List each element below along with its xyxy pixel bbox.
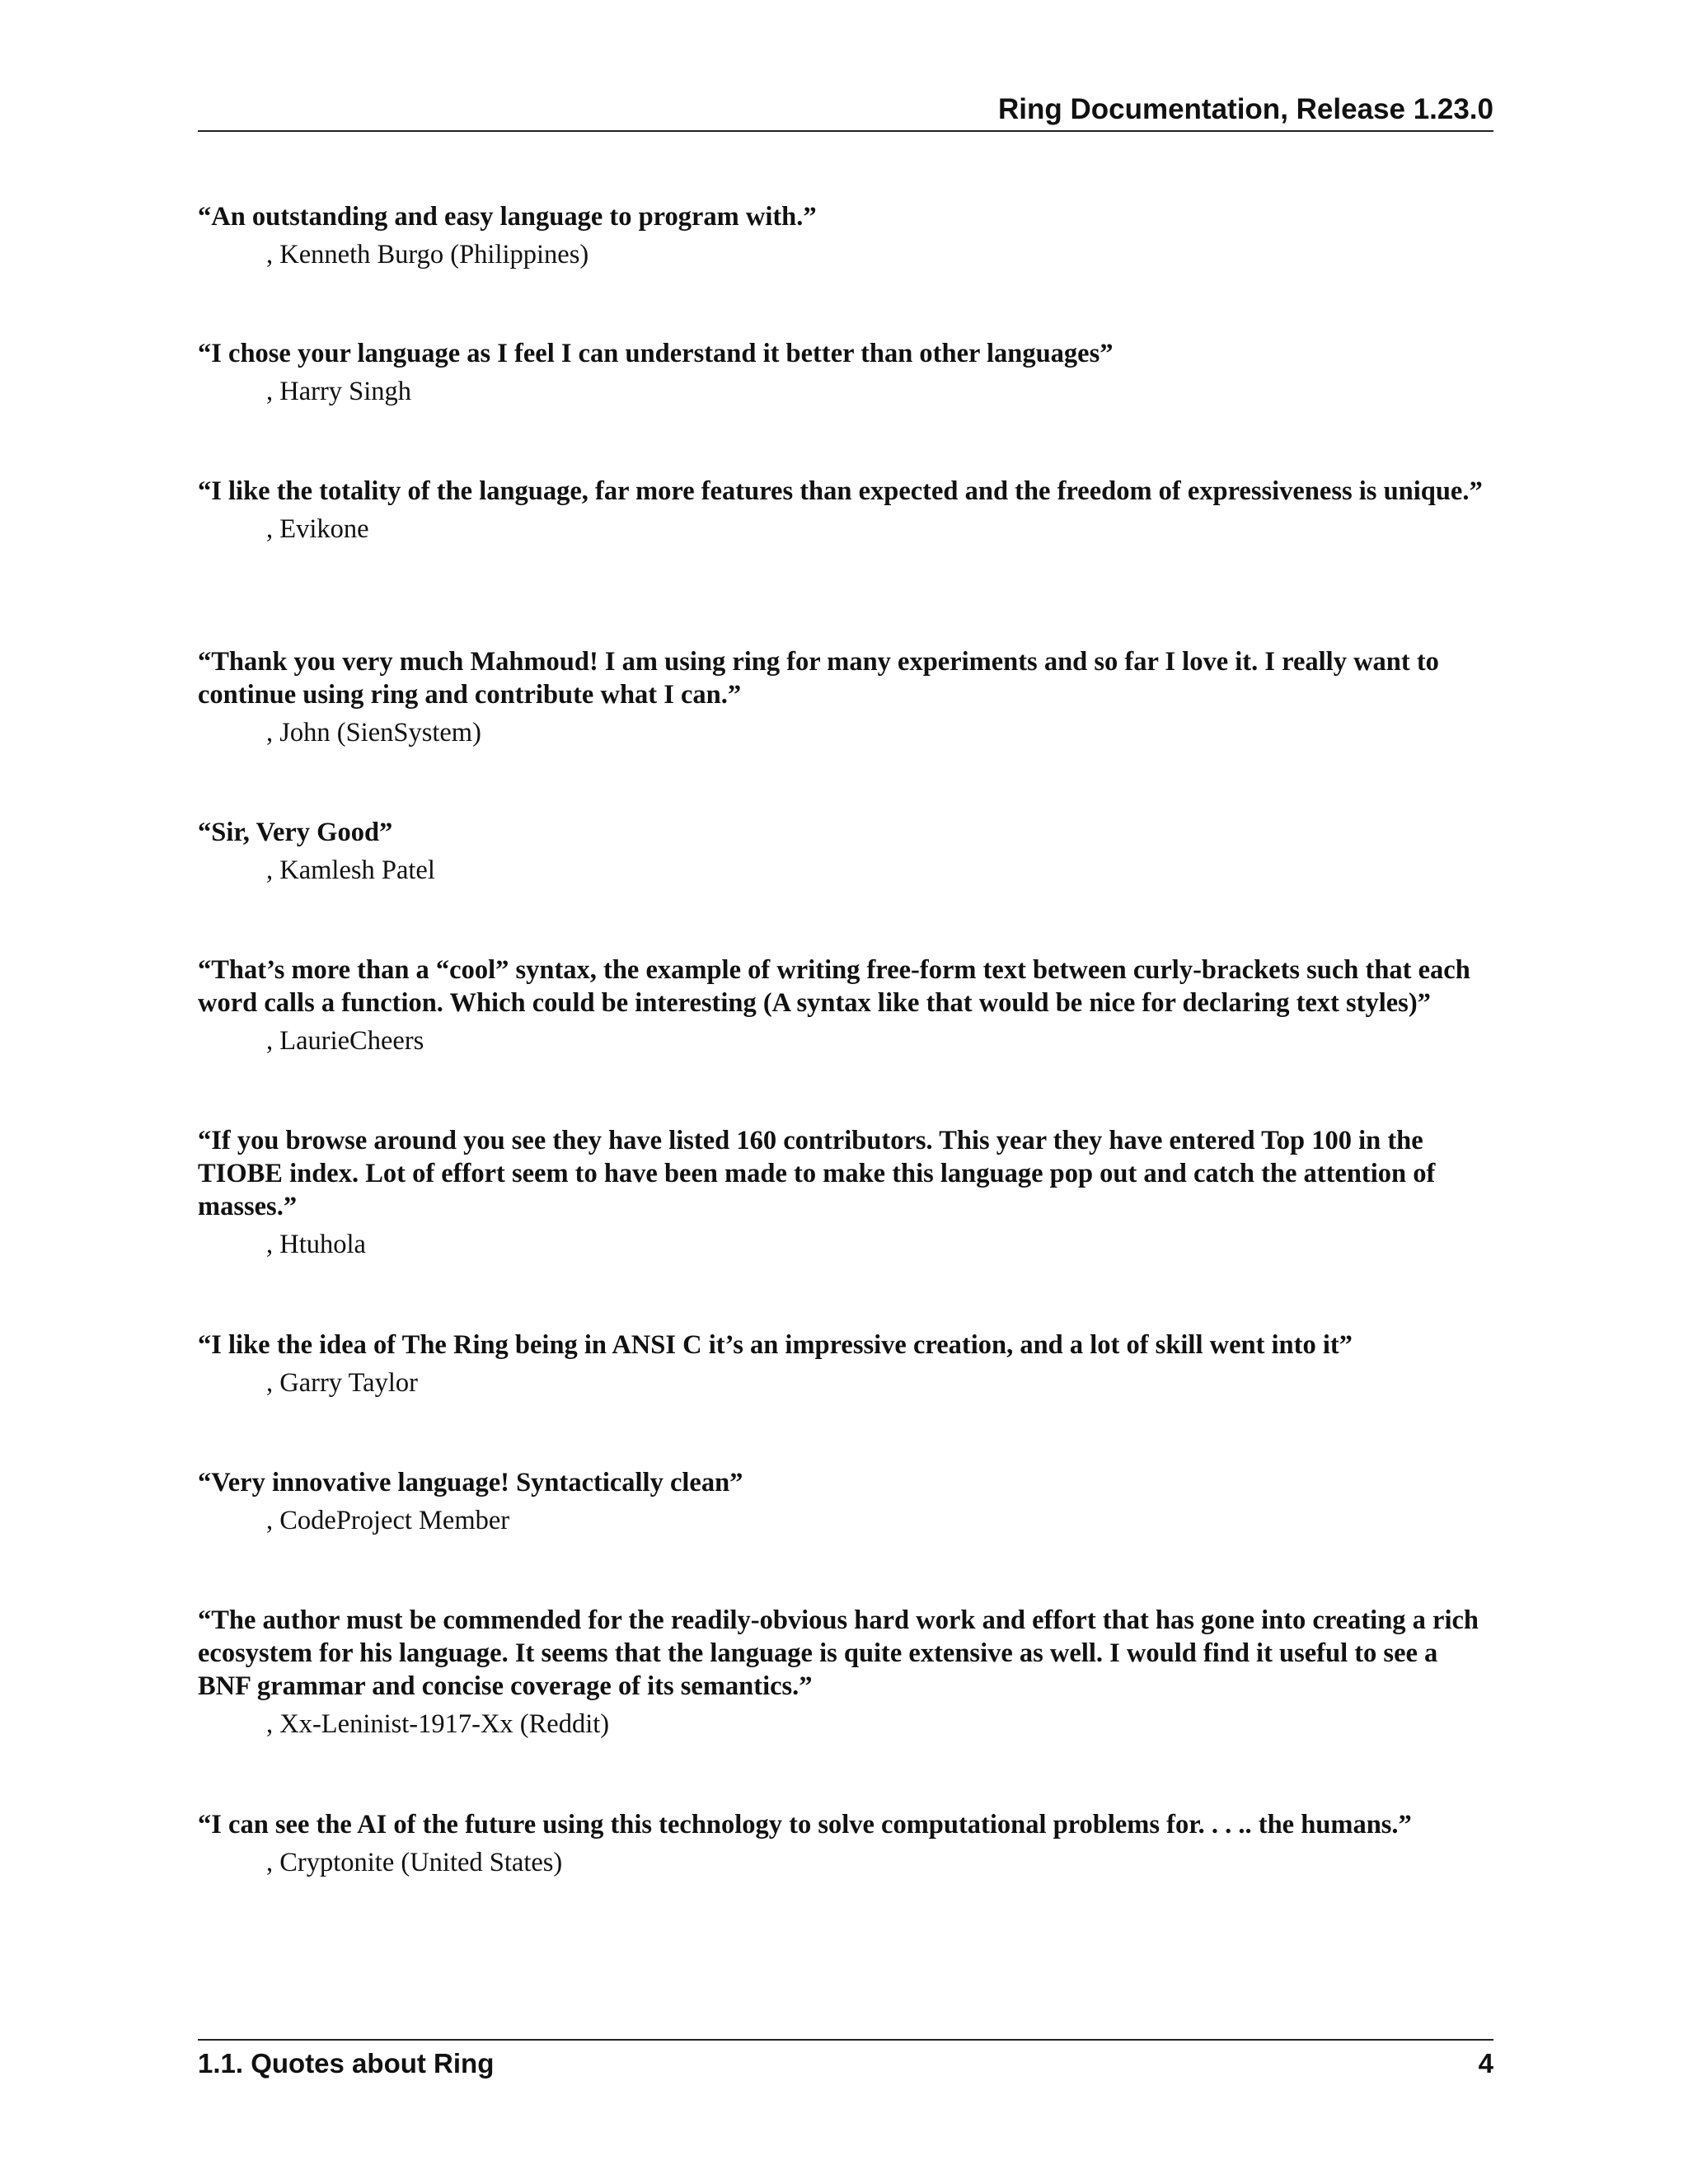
quote-item xyxy=(198,645,1496,749)
quote-item xyxy=(198,1466,1496,1537)
quote-item xyxy=(198,816,1496,887)
footer-section-title: 1.1. Quotes about Ring xyxy=(198,2048,495,2079)
quote-author: , Garry Taylor xyxy=(266,1368,418,1398)
quote-item xyxy=(198,954,1496,1057)
page-header xyxy=(198,89,1493,132)
quote-author: , Evikone xyxy=(266,514,369,544)
quote-author: , John (SienSystem) xyxy=(266,718,481,748)
quote-text: “Thank you very much Mahmoud! I am using ring for many experiments and so far I love it. I really want to continue using ring and contribute what I can.” xyxy=(198,647,1439,710)
page-number: 4 xyxy=(1478,2048,1493,2079)
page-footer xyxy=(198,2039,1493,2090)
quote-text: “I like the idea of The Ring being in ANSI C it’s an impressive creation, and a lot of skill went into it” xyxy=(198,1330,1353,1360)
quote-item xyxy=(198,475,1496,546)
quote-item xyxy=(198,337,1496,408)
quote-text: “The author must be commended for the readily-obvious hard work and effort that has gone into creating a rich ecosystem for his language. It seems that the language is quite extensive as well. I would find it useful to see a BNF grammar and concise coverage of its semantics.” xyxy=(198,1605,1479,1701)
quote-text: “Very innovative language! Syntactically clean” xyxy=(198,1468,743,1497)
quote-text: “An outstanding and easy language to program with.” xyxy=(198,202,817,232)
quote-author: , LaurieCheers xyxy=(266,1026,424,1056)
quote-item xyxy=(198,1329,1496,1399)
quote-author: , Kamlesh Patel xyxy=(266,855,435,885)
quote-item xyxy=(198,1604,1496,1741)
quote-text: “I chose your language as I feel I can understand it better than other languages” xyxy=(198,339,1114,368)
quote-text: “Sir, Very Good” xyxy=(198,818,393,847)
header-title: Ring Documentation, Release 1.23.0 xyxy=(997,93,1493,125)
quote-item xyxy=(198,1808,1496,1879)
quote-item xyxy=(198,1124,1496,1261)
quote-author: , Xx-Leninist-1917-Xx (Reddit) xyxy=(266,1709,610,1739)
quote-author: , Harry Singh xyxy=(266,377,412,406)
quote-item xyxy=(198,200,1496,271)
quote-author: , CodeProject Member xyxy=(266,1506,510,1535)
quote-author: , Cryptonite (United States) xyxy=(266,1848,563,1877)
quote-author: , Htuhola xyxy=(266,1230,366,1259)
quote-text: “I can see the AI of the future using this technology to solve computational problems for. . . .. the humans.” xyxy=(198,1810,1412,1840)
quote-text: “I like the totality of the language, far more features than expected and the freedom of expressiveness is unique.” xyxy=(198,476,1483,506)
quote-text: “That’s more than a “cool” syntax, the example of writing free-form text between curly-brackets such that each word calls a function. Which could be interesting (A syntax like that would be nice for declaring text styles)” xyxy=(198,955,1470,1018)
quote-text: “If you browse around you see they have listed 160 contributors. This year they have entered Top 100 in the TIOBE index. Lot of effort seem to have been made to make this language pop out and catch the attention of masses.” xyxy=(198,1126,1436,1221)
quote-author: , Kenneth Burgo (Philippines) xyxy=(266,240,589,269)
